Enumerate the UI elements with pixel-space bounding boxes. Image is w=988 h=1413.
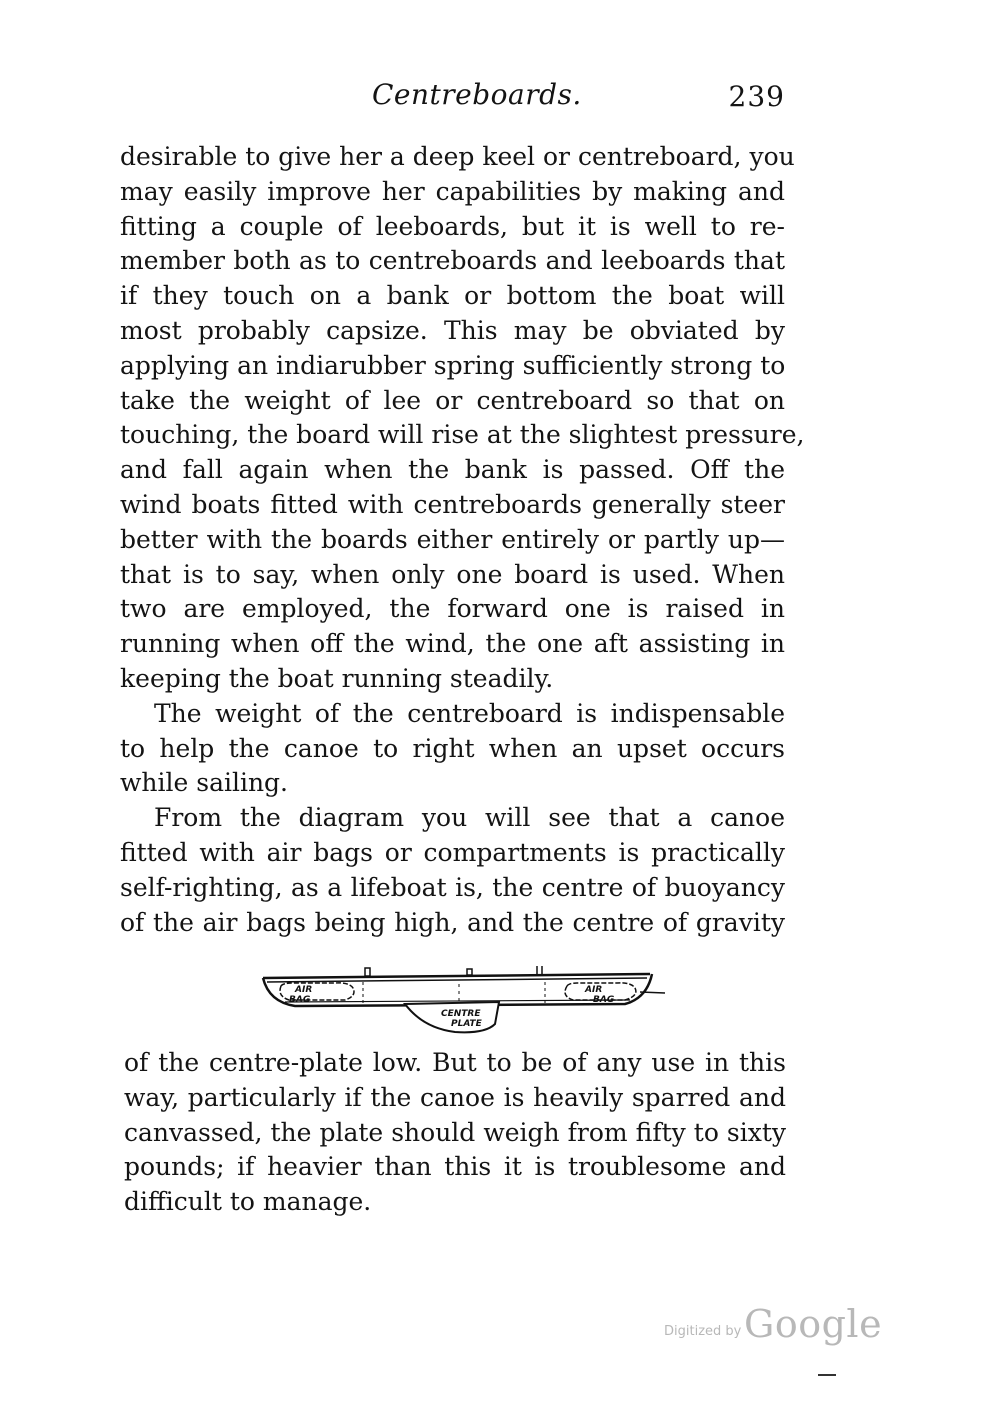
text-line: pounds; if heavier than this it is troublesome and <box>124 1152 786 1182</box>
bow-line <box>640 992 665 993</box>
text-line: of the centre-plate low. But to be of any use in this <box>124 1048 786 1077</box>
text-line: The weight of the centreboard is indispensable <box>154 698 785 728</box>
hull-gunwale <box>263 974 650 978</box>
digitization-watermark <box>664 1302 883 1352</box>
text-line: From the diagram you will see that a canoe <box>154 803 785 833</box>
text-line: running when off the wind, the one aft assisting in <box>120 629 785 659</box>
centre-plate-label-1: CENTRE <box>441 1009 481 1019</box>
mast-stub-fore <box>365 968 370 976</box>
canoe-diagram <box>255 962 675 1040</box>
text-line: keeping the boat running steadily. <box>120 663 554 693</box>
text-line: canvassed, the plate should weigh from fifty to sixty <box>124 1117 786 1147</box>
watermark-prefix: Digitized by <box>664 1324 742 1339</box>
text-line: fitting a couple of leeboards, but it is well to re- <box>120 211 785 241</box>
page-mark <box>818 1374 836 1376</box>
mast-stub-aft <box>537 966 542 974</box>
text-line: better with the boards either entirely or partly up— <box>120 524 785 554</box>
air-bag-left-label-2: BAG <box>289 995 311 1005</box>
text-line: two are employed, the forward one is raised in <box>120 594 785 624</box>
text-line: of the air bags being high, and the centre of gravity <box>120 907 785 937</box>
text-line: may easily improve her capabilities by making and <box>120 176 785 206</box>
text-line: desirable to give her a deep keel or centreboard, you <box>120 142 795 171</box>
text-line: take the weight of lee or centreboard so that on <box>120 385 785 415</box>
text-line: if they touch on a bank or bottom the boat will <box>120 281 785 311</box>
canoe-diagram-svg <box>255 962 675 1040</box>
body-text-upper <box>120 140 805 940</box>
running-title: Centreboards. <box>372 78 582 111</box>
text-line: self-righting, as a lifeboat is, the centre of buoyancy <box>120 872 785 902</box>
text-line: to help the canoe to right when an upset occurs <box>120 733 785 763</box>
page-number: 239 <box>728 80 785 113</box>
text-line: that is to say, when only one board is used. When <box>120 559 785 589</box>
text-line: wind boats fitted with centreboards generally steer <box>120 489 785 519</box>
running-head <box>120 78 785 118</box>
text-line: and fall again when the bank is passed. Off the <box>120 455 785 485</box>
watermark-brand: Google <box>744 1302 883 1346</box>
text-line: difficult to manage. <box>124 1187 372 1217</box>
text-line: most probably capsize. This may be obviated by <box>120 315 785 345</box>
text-line: way, particularly if the canoe is heavily sparred and <box>124 1082 786 1112</box>
text-line: member both as to centreboards and leeboards that <box>120 246 785 276</box>
text-line: fitted with air bags or compartments is practically <box>120 837 785 867</box>
air-bag-right-label-2: BAG <box>593 995 615 1005</box>
mast-stub-mid <box>467 969 472 975</box>
air-bag-left-label-1: AIR <box>295 985 313 995</box>
body-text-lower <box>124 1046 786 1220</box>
air-bag-right-label-1: AIR <box>585 985 603 995</box>
text-line: touching, the board will rise at the slightest pressure, <box>120 420 805 450</box>
text-line: applying an indiarubber spring sufficiently strong to <box>120 350 786 380</box>
centre-plate-label-2: PLATE <box>451 1019 482 1029</box>
text-line: while sailing. <box>120 768 289 798</box>
